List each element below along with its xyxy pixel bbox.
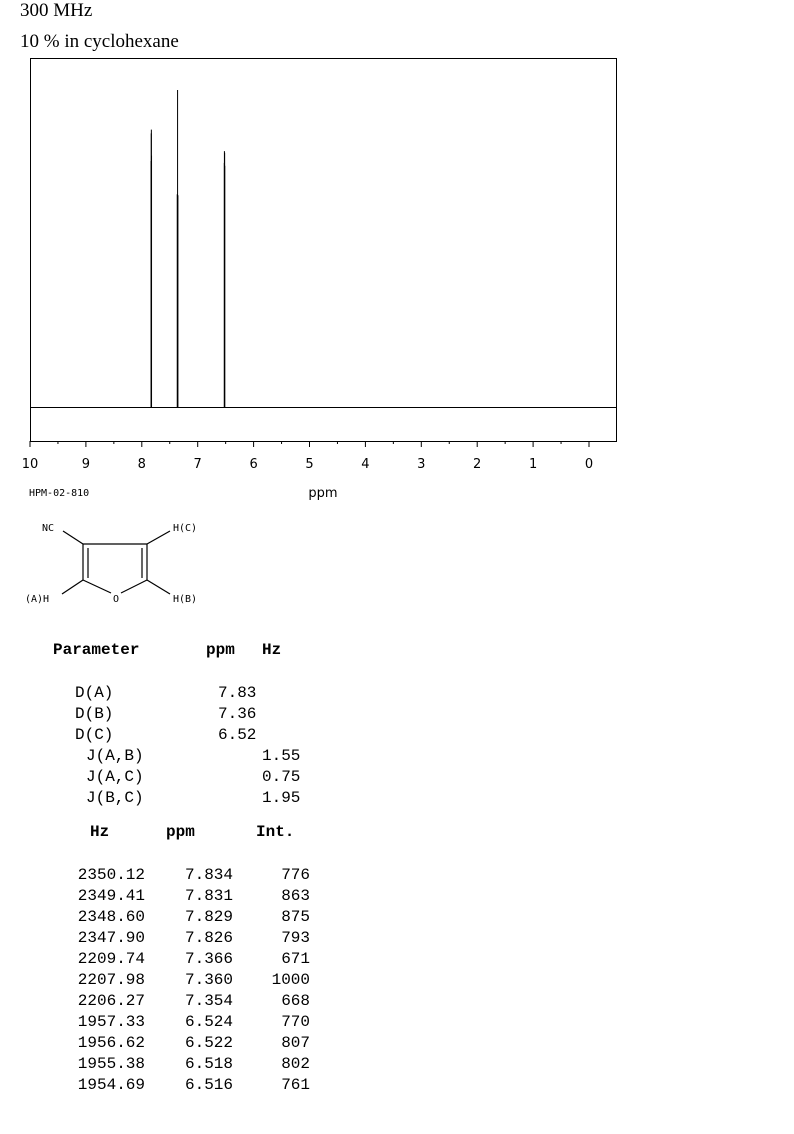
peak-int-cell: 1000	[271, 971, 310, 989]
peak-int-cell: 793	[281, 929, 310, 947]
peak-int-cell: 776	[281, 866, 310, 884]
peak-hz-cell: 1956.62	[77, 1034, 145, 1052]
peak-hz-cell: 1955.38	[77, 1055, 145, 1073]
peak-hz-cell: 2347.90	[77, 929, 145, 947]
param-header-parameter: Parameter	[53, 641, 140, 659]
x-tick-label: 3	[417, 457, 426, 472]
solvent-label: 10 % in cyclohexane	[20, 31, 179, 52]
param-value: 7.36	[218, 705, 257, 723]
param-value: 7.83	[218, 684, 257, 702]
peaks-header-int: Int.	[256, 823, 295, 841]
coupling-name: J(A,C)	[86, 768, 144, 786]
x-tick-label: 6	[249, 457, 258, 472]
x-tick-label: 4	[361, 457, 370, 472]
param-name: D(C)	[75, 726, 114, 744]
param-value: 6.52	[218, 726, 257, 744]
peak-int-cell: 802	[281, 1055, 310, 1073]
peaks-header-ppm: ppm	[166, 823, 195, 841]
spectrum-code: HPM-02-810	[29, 488, 90, 499]
x-tick-label: 10	[21, 457, 39, 472]
ha-label: (A)H	[25, 594, 50, 605]
hb-label: H(B)	[173, 594, 198, 605]
peak-ppm-cell: 7.354	[184, 992, 233, 1010]
peak-int-cell: 761	[281, 1076, 310, 1094]
nc-label: NC	[42, 523, 55, 534]
frequency-label: 300 MHz	[20, 0, 93, 21]
coupling-name: J(B,C)	[86, 789, 144, 807]
peak-hz-cell: 1954.69	[77, 1076, 145, 1094]
peak-hz-cell: 2350.12	[77, 866, 145, 884]
param-name: D(B)	[75, 705, 114, 723]
peak-hz-cell: 2206.27	[77, 992, 145, 1010]
coupling-name: J(A,B)	[86, 747, 144, 765]
peak-hz-cell: 1957.33	[77, 1013, 145, 1031]
oxygen-label: O	[113, 594, 120, 605]
peak-int-cell: 875	[281, 908, 310, 926]
peak-ppm-cell: 6.522	[184, 1034, 233, 1052]
peak-ppm-cell: 7.834	[184, 866, 233, 884]
plot-frame	[31, 59, 617, 442]
coupling-value: 1.55	[262, 747, 301, 765]
peak-ppm-cell: 7.366	[184, 950, 233, 968]
peak-ppm-cell: 7.829	[184, 908, 233, 926]
x-tick-label: 8	[137, 457, 146, 472]
x-tick-label: 5	[305, 457, 314, 472]
peak-hz-cell: 2207.98	[77, 971, 145, 989]
peaks-header-hz: Hz	[90, 823, 110, 841]
x-tick-label: 7	[193, 457, 202, 472]
coupling-value: 1.95	[262, 789, 301, 807]
x-tick-label: 0	[584, 457, 594, 472]
peak-int-cell: 671	[281, 950, 310, 968]
peak-ppm-cell: 6.524	[184, 1013, 233, 1031]
coupling-value: 0.75	[262, 768, 301, 786]
peak-ppm-cell: 7.826	[184, 929, 233, 947]
param-name: D(A)	[75, 684, 114, 702]
peak-ppm-cell: 6.516	[184, 1076, 233, 1094]
hc-label: H(C)	[173, 523, 198, 534]
peak-ppm-cell: 7.360	[184, 971, 233, 989]
param-header-hz: Hz	[262, 641, 282, 659]
peak-int-cell: 807	[281, 1034, 310, 1052]
peak-hz-cell: 2209.74	[77, 950, 145, 968]
x-tick-label: 1	[528, 457, 538, 472]
peak-ppm-cell: 6.518	[184, 1055, 233, 1073]
molecule-structure	[62, 531, 170, 594]
peak-hz-cell: 2348.60	[77, 908, 145, 926]
x-tick-label: 2	[473, 457, 482, 472]
peak-int-cell: 863	[281, 887, 310, 905]
x-tick-label: 9	[81, 457, 91, 472]
peak-hz-cell: 2349.41	[77, 887, 145, 905]
x-axis-label: ppm	[308, 486, 338, 501]
peak-int-cell: 770	[281, 1013, 310, 1031]
param-header-ppm: ppm	[206, 641, 235, 659]
peak-ppm-cell: 7.831	[184, 887, 233, 905]
peak-int-cell: 668	[281, 992, 310, 1010]
